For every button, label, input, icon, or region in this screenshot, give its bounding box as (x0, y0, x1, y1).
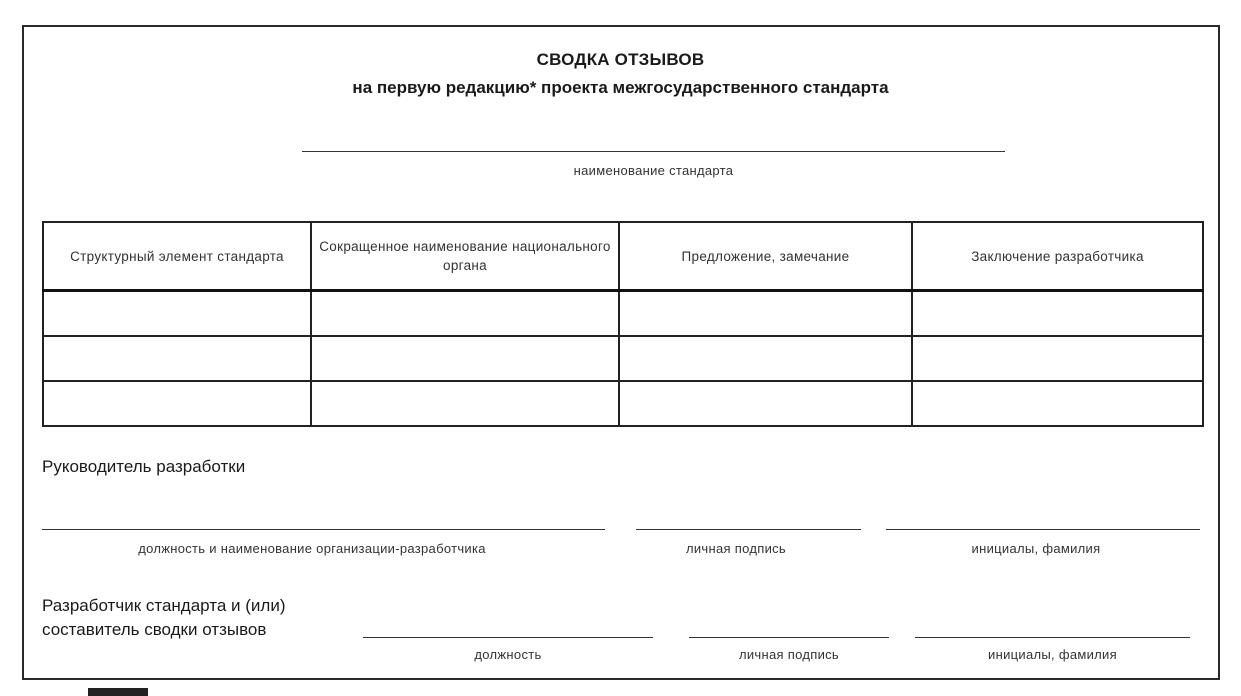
head-of-development-label: Руководитель разработки (42, 457, 246, 476)
developer-label-line2: составитель сводки отзывов (42, 620, 267, 639)
developer-position-line[interactable] (363, 637, 653, 638)
developer-position-caption: должность (474, 647, 542, 662)
table-cell[interactable] (311, 291, 619, 337)
head-name-line[interactable] (886, 529, 1200, 530)
standard-name-line (302, 151, 1005, 152)
developer-label-line1: Разработчик стандарта и (или) (42, 596, 286, 615)
head-signature-line[interactable] (636, 529, 861, 530)
column-header-proposal: Предложение, замечание (619, 222, 912, 291)
table-cell[interactable] (912, 291, 1203, 337)
table-cell[interactable] (619, 291, 912, 337)
head-name-caption: инициалы, фамилия (971, 541, 1101, 556)
table-row (43, 336, 1203, 381)
form-title: СВОДКА ОТЗЫВОВ (536, 50, 705, 69)
table-cell[interactable] (311, 336, 619, 381)
table-cell[interactable] (619, 381, 912, 426)
table-cell[interactable] (43, 336, 311, 381)
head-signature-caption: личная подпись (685, 541, 787, 556)
column-header-national-body: Сокращенное наименование национального органа (311, 222, 619, 291)
reviews-table (42, 221, 1204, 427)
table-cell[interactable] (912, 381, 1203, 426)
form-subtitle: на первую редакцию* проекта межгосударственного стандарта (352, 78, 889, 97)
table-cell[interactable] (43, 381, 311, 426)
column-header-developer-conclusion: Заключение разработчика (912, 222, 1203, 291)
developer-name-caption: инициалы, фамилия (988, 647, 1117, 662)
table-row (43, 291, 1203, 337)
table-cell[interactable] (311, 381, 619, 426)
head-position-org-caption: должность и наименование организации-разработчика (138, 541, 486, 556)
standard-name-caption: наименование стандарта (573, 163, 734, 178)
column-header-structural-element: Структурный элемент стандарта (43, 222, 311, 291)
head-position-org-line[interactable] (42, 529, 605, 530)
developer-signature-line[interactable] (689, 637, 889, 638)
table-cell[interactable] (619, 336, 912, 381)
table-cell[interactable] (912, 336, 1203, 381)
table-row (43, 381, 1203, 426)
developer-name-line[interactable] (915, 637, 1190, 638)
next-page-fragment (88, 688, 148, 696)
table-cell[interactable] (43, 291, 311, 337)
table-header-row (43, 222, 1203, 291)
developer-signature-caption: личная подпись (738, 647, 840, 662)
